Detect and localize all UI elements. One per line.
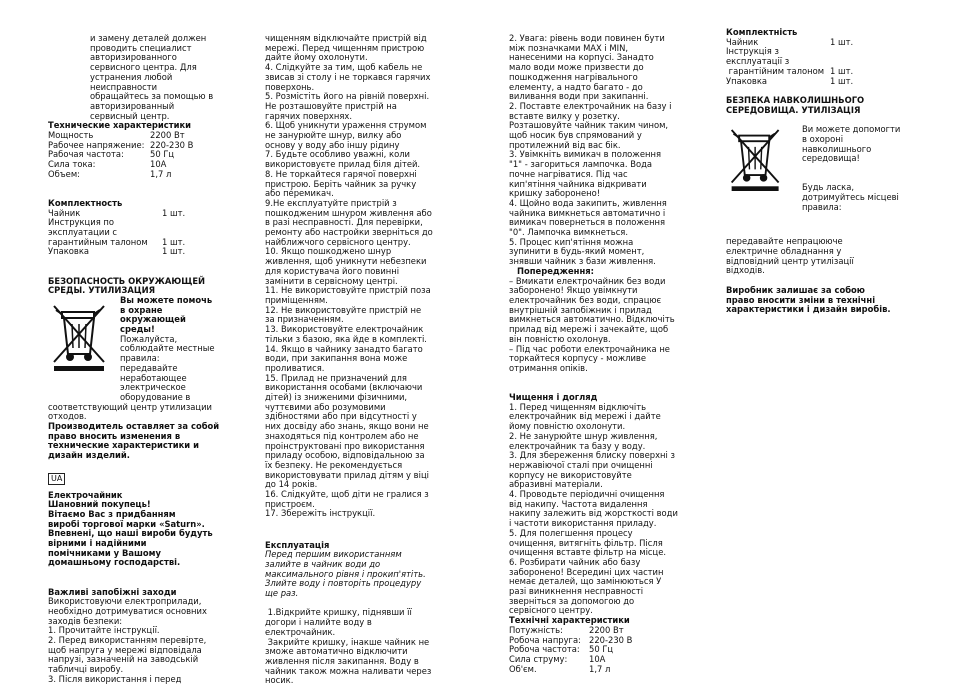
text-line: разі виникнення несправності [509, 586, 644, 597]
text-line: 10. Якщо пошкоджено шнур [265, 246, 392, 257]
text-line: проливатися. [265, 362, 325, 373]
text-line: поверхонь. [265, 81, 315, 92]
spec-row-ua-value: 1,7 л [589, 663, 611, 674]
text-line: 1. Перед чищенням відключіть [509, 401, 647, 412]
language-badge: UA [48, 473, 65, 485]
text-line: відходів. [726, 265, 765, 276]
text-line: кип'ятіння чайника відкривати [509, 178, 647, 189]
text-line: Ви можете допомогти [802, 124, 901, 135]
text-line: домашньому господарстві. [48, 557, 181, 568]
text-line: проводить специалист [90, 42, 192, 53]
text-line: протилежний від вас бік. [509, 139, 621, 150]
text-line: 4. Проводьте періодичні очищення [509, 489, 665, 500]
text-line: догори і налийте воду в [265, 617, 372, 628]
specs-title-ua: Технічні характеристики [509, 615, 630, 626]
text-line: електричне обладнання у [726, 246, 842, 257]
text-line: право вносити зміни в технічні [726, 294, 876, 305]
kit-row-ua-value: 1 шт. [830, 75, 854, 86]
text-line: 5. Розмістіть його на рівній поверхні. [265, 91, 430, 102]
text-line: Використовуючи електроприлади, [48, 596, 202, 607]
spec-row-ua-value: 2200 Вт [589, 624, 624, 635]
spec-row-ua [509, 665, 689, 675]
kit-row-ua-value: 1 шт. [830, 65, 854, 76]
text-line: носик. [265, 675, 294, 686]
text-line: 17. Збережіть інструкції. [265, 508, 376, 519]
text-line: вимкнеться автоматично. Відключіть [509, 314, 675, 325]
text-line: пошкодження нагрівального [509, 71, 638, 82]
text-line: їх безпеку. Не рекомендується [265, 459, 403, 470]
text-line: прилад від мережі і зачекайте, щоб [509, 324, 669, 335]
text-line: замінити в сервісному центрі. [265, 275, 398, 286]
text-line: гарячих поверхнях. [265, 110, 352, 121]
text-line: правила: [120, 353, 160, 364]
text-line: пристроєм. [265, 498, 315, 509]
text-line: авторизированного [90, 52, 177, 63]
text-line: для користувача його повинні [265, 265, 400, 276]
text-line: в охороні [802, 134, 844, 145]
spec-row-label: Мощность [48, 130, 94, 141]
text-line: отримання опіків. [509, 362, 588, 373]
kit-row-label: Чайник [48, 207, 81, 218]
text-line: 16. Слідкуйте, щоб діти не гралися з [265, 489, 429, 500]
text-line: чайника вимкнеться автоматично і [509, 207, 666, 218]
text-line: 2. Увага: рівень води повинен бути [509, 33, 665, 43]
text-line: 2. Не занурюйте шнур живлення, [509, 430, 658, 441]
text-line: сервисного центра. Для [90, 62, 197, 73]
text-line: – Вмикати електрочайник без води [509, 275, 666, 286]
text-line: 3. Увімкніть вимикач в положення [509, 149, 661, 160]
text-line: нанесеними на корпусі. Занадто [509, 52, 654, 63]
text-line: щоб носик був спрямований у [509, 130, 642, 141]
text-line: мало води може призвести до [509, 62, 644, 73]
text-line: живлення, щоб уникнути небезпеки [265, 256, 427, 267]
text-line: необхідно дотримуватися основних [48, 605, 207, 616]
text-line: в охране [120, 304, 163, 315]
text-line: неработающее [120, 372, 187, 383]
kit-title: Комплектность [48, 197, 123, 208]
spec-row [48, 170, 228, 180]
spec-row-value: 2200 Вт [150, 130, 185, 141]
text-line: правила: [802, 201, 842, 212]
column-2 [265, 34, 447, 686]
kit-list [48, 209, 228, 258]
use-title: Експлуатація [265, 539, 330, 550]
ua-title: Електрочайник [48, 489, 123, 500]
spec-row-label: Объем: [48, 168, 80, 179]
spec-row-label: Рабочая частота: [48, 149, 124, 160]
cleaning-title: Чищення і догляд [509, 391, 598, 402]
text-line: Вітаємо Вас з придбанням [48, 508, 176, 519]
text-line: заходів безпеки: [48, 615, 123, 626]
text-line: 3. Для збереження блиску поверхні з [509, 450, 675, 461]
text-line: 9.Не експлуатуйте пристрій з [265, 197, 397, 208]
text-line: чищенням відключайте пристрій від [265, 33, 427, 43]
recycle-bin-icon [48, 302, 114, 374]
text-line: електрочайник без води, спрацює [509, 294, 662, 305]
text-line: електрочайник. [265, 626, 336, 637]
text-line: знявши чайник з бази живлення. [509, 256, 656, 267]
kit-row [48, 218, 228, 237]
kit-row-ua-label: Інструкція з експлуатації з [726, 46, 790, 67]
text-line: Виробник залишає за собою [726, 284, 865, 295]
text-line: Закрийте кришку, інакше чайник не [265, 636, 430, 647]
text-line: 14. Якщо в чайнику занадто багато [265, 343, 423, 354]
spec-row-value: 1,7 л [150, 168, 172, 179]
text-line: за призначенням. [265, 314, 344, 325]
text-line: йому повністю охолонути. [509, 421, 626, 432]
text-line: найближчого сервісного центру. [265, 236, 411, 247]
text-line: електрочайник та базу у воду. [509, 440, 646, 451]
eco-title-ua: БЕЗПЕКА НАВКОЛИШНЬОГО СЕРЕДОВИЩА. УТИЛІЗАЦІЯ [726, 94, 865, 115]
text-line: Злийте воду і повторіть процедуру [265, 578, 422, 589]
spec-row-value: 10А [150, 159, 167, 170]
text-line: в разі несправності. Для перевірки, [265, 217, 423, 228]
text-line: "1" - загориться лампочка. Вода [509, 159, 653, 170]
text-line: Вы можете помочь [120, 295, 213, 305]
text-line: устранения любой [90, 71, 173, 82]
text-line: вимикач повернеться в положення [509, 217, 666, 228]
text-line: торкайтеся корпусу - можливе [509, 353, 646, 364]
text-line: 8. Не торкайтеся гарячої поверхні [265, 168, 417, 179]
text-line: приміщенням. [265, 294, 328, 305]
text-line: зупинити в будь-який момент, [509, 246, 645, 257]
text-line: 13. Використовуйте електрочайник [265, 324, 424, 335]
text-line: очищення вставте фільтр на місце. [509, 547, 667, 558]
kit-row-ua-label: гарантійним талоном [726, 65, 825, 76]
spec-row-value: 50 Гц [150, 149, 175, 160]
spec-row-ua-label: Потужність: [509, 624, 563, 635]
text-line: чуттєвими або розумовими [265, 401, 386, 412]
text-line: зможе автоматично відключити [265, 646, 408, 657]
spec-row-ua-value: 220-230 В [589, 634, 633, 645]
text-line: 4. Щойно вода закипить, живлення [509, 197, 667, 208]
text-line: сервісного центру. [509, 605, 593, 616]
text-line: води, при закипання вона може [265, 353, 408, 364]
text-line: основу у воду або іншу рідину [265, 139, 400, 150]
text-line: здібностями або при відсутності у [265, 411, 417, 422]
text-line: до 14 років. [265, 479, 318, 490]
text-line: немає деталей, що замінюються У [509, 576, 662, 587]
text-line: використовувати прилад дітям у віці [265, 469, 429, 480]
text-line: максимального рівня і прокип'ятіть. [265, 568, 426, 579]
text-line: 5. Для полегшення процесу [509, 527, 633, 538]
text-line: або пéремикач. [265, 188, 334, 199]
warning-title: Попередження: [517, 265, 594, 276]
spec-row-label: Сила тока: [48, 159, 96, 170]
text-line: 6. Щоб уникнути ураження струмом [265, 120, 427, 131]
text-line: зверніться за допомогою до [509, 595, 635, 606]
text-line: 5. Процес кип'ятіння можна [509, 236, 634, 247]
spec-row-value: 220-230 В [150, 139, 194, 150]
text-line: 11. Не використовуйте пристрій поза [265, 285, 431, 296]
kit-title-ua: Комплектність [726, 27, 798, 37]
text-line: абразивні матеріали. [509, 479, 603, 490]
text-line: вірними і надійними [48, 538, 147, 549]
text-line: виливання води при закипанні. [509, 91, 649, 102]
kit-row-ua-value: 1 шт. [830, 36, 854, 47]
safety-title: Важливі запобіжні заходи [48, 586, 177, 597]
text-line: очищення, витягніть фільтр. Після [509, 537, 663, 548]
specs-title: Технические характеристики [48, 120, 192, 131]
text-line: 12. Не використовуйте пристрій не [265, 304, 422, 315]
text-line: накипу залежить від жорсткості води [509, 508, 678, 519]
text-line: Производитель оставляет за собой [48, 421, 220, 432]
text-line: ремонту або настройки зверніться до [265, 227, 433, 238]
text-line: відповідний центр утилізації [726, 255, 854, 266]
text-line: характеристики і дизайн виробів. [726, 304, 891, 315]
kit-row [48, 247, 228, 257]
text-line: використовуєте прилад біля дітей. [265, 159, 421, 170]
spec-row-ua-label: Об'єм. [509, 663, 537, 674]
kit-row-value: 1 шт. [162, 246, 186, 257]
text-line: пристрою. Беріть чайник за ручку [265, 178, 417, 189]
text-line: обращайтесь за помощью в [90, 91, 214, 102]
spec-row-ua-label: Робоча частота: [509, 644, 580, 655]
text-line: 15. Прилад не призначений для [265, 372, 407, 383]
text-line: використання особами (включаючи [265, 382, 423, 393]
text-line: отходов. [48, 411, 87, 422]
kit-row-ua-label: Упаковка [726, 75, 768, 86]
text-line: электрическое [120, 382, 186, 393]
text-line: елементу, а надто багато - до [509, 81, 643, 92]
intro-text [48, 34, 228, 121]
spec-row-label: Рабочее напряжение: [48, 139, 145, 150]
text-line: не занурюйте шнур, вилку або [265, 130, 402, 141]
column-3 [509, 34, 689, 674]
column-1 [48, 34, 228, 685]
text-line: и замену деталей должен [90, 33, 207, 43]
text-line: табличці виробу. [48, 664, 124, 675]
text-line: окружающей [120, 314, 186, 325]
spec-row-ua-label: Сила струму: [509, 653, 568, 664]
spec-row-ua-value: 10А [589, 653, 606, 664]
text-line: звисав зі столу і не торкався гарячих [265, 71, 431, 82]
text-line: сервисный центр. [90, 110, 170, 121]
text-line: 6. Розбирати чайник або базу [509, 556, 641, 567]
text-line: передавайте [120, 362, 178, 373]
kit-row-value: 1 шт. [162, 236, 186, 247]
text-line: середовища! [802, 153, 860, 164]
text-line: корпусу не використовуйте [509, 469, 632, 480]
text-line: соответствующий центр утилизации [48, 401, 212, 412]
column-4 [726, 28, 906, 315]
text-line: 1. Прочитайте інструкції. [48, 625, 160, 636]
text-line: знаходяться під контролем або не [265, 430, 419, 441]
text-line: Будь ласка, [802, 182, 855, 193]
spec-row-ua-value: 50 Гц [589, 644, 614, 655]
text-line: внутрішній запобіжник і прилад [509, 304, 652, 315]
text-line: заборонено! Якщо увімкнути [509, 285, 638, 296]
text-line: виробі торгової марки «Saturn». [48, 518, 205, 529]
text-line: передавайте непрацююче [726, 236, 843, 247]
text-line: помічниками у Вашому [48, 547, 161, 558]
text-line: Не розташовуйте пристрій на [265, 100, 397, 111]
kit-row-ua [726, 47, 906, 66]
text-line: заборонено! Всередині цих частин [509, 566, 664, 577]
text-line: Шановний покупець! [48, 499, 151, 510]
text-line: технические характеристики и [48, 440, 199, 451]
text-line: Пожалуйста, [120, 333, 178, 344]
text-line: Розташовуйте чайник таким чином, [509, 120, 669, 131]
text-line: і частоти використання приладу. [509, 518, 657, 529]
text-line: почне нагріватися. Під час [509, 168, 628, 179]
text-line: 4. Слідкуйте за тим, щоб кабель не [265, 62, 423, 73]
text-line: дайте йому охолонути. [265, 52, 368, 63]
text-line: від накипу. Частота видалення [509, 498, 648, 509]
text-line: авторизированный [90, 100, 175, 111]
text-line: – Під час роботи електрочайника не [509, 343, 670, 354]
text-line: кришку заборонено! [509, 188, 601, 199]
recycle-bin-icon-ua [726, 125, 788, 195]
text-line: нержавіючої сталі при очищенні [509, 459, 653, 470]
kit-row-label: гарантийным талоном [48, 236, 148, 247]
text-line: дизайн изделий. [48, 450, 130, 461]
text-line: щоб напруга у мережі відповідала [48, 644, 202, 655]
kit-row-label: Инструкция по эксплуатации с [48, 217, 118, 238]
spec-row-ua-label: Робоча напруга: [509, 634, 581, 645]
text-line: тільки з базою, яка йде в комплекті. [265, 333, 427, 344]
text-line: живлення після закипання. Воду в [265, 655, 419, 666]
text-line: чайник також можна наливати через [265, 665, 432, 676]
kit-row-ua-label: Чайник [726, 36, 759, 47]
text-line: пошкодженим шнуром живлення або [265, 207, 432, 218]
text-line: електрочайник від мережі і дайте [509, 411, 661, 422]
text-line: право вносить изменения в [48, 430, 181, 441]
text-line: між позначками MAX і MIN, [509, 42, 629, 53]
text-line: 3. Після використання і перед [48, 673, 182, 684]
kit-row-ua [726, 77, 906, 87]
text-line: соблюдайте местные [120, 343, 215, 354]
text-line: Впевнені, що наші вироби будуть [48, 528, 213, 539]
text-line: мережі. Перед чищенням пристрою [265, 42, 425, 53]
text-line: неисправности [90, 81, 158, 92]
text-line: них досвіду або знань, якщо вони не [265, 421, 429, 432]
text-line: напрузі, зазначеній на заводській [48, 654, 199, 665]
text-line: Перед першим використанням [265, 549, 402, 560]
specs-list [48, 131, 228, 180]
text-line: дотримуйтесь місцеві [802, 192, 899, 203]
text-line: приладу особою, відповідальною за [265, 450, 425, 461]
text-line: "0". Лампочка вимкнеться. [509, 227, 629, 238]
kit-row-label: Упаковка [48, 246, 90, 257]
text-line: 2. Поставте електрочайник на базу і [509, 100, 672, 111]
text-line: 1.Відкрийте кришку, піднявши її [265, 607, 412, 618]
text-line: оборудование в [120, 391, 191, 402]
kit-row-value: 1 шт. [162, 207, 186, 218]
text-line: ще раз. [265, 588, 299, 599]
text-line: вставте вилку у розетку. [509, 110, 620, 121]
text-line: він повністю охолонув. [509, 333, 611, 344]
text-line: проінструктовані про використання [265, 440, 425, 451]
text-line: 7. Будьте особливо уважні, коли [265, 149, 410, 160]
text-line: дітей) із зниженими фізичними, [265, 392, 408, 403]
text-line: навколишнього [802, 143, 872, 154]
text-line: среды! [120, 324, 155, 335]
text-line: залийте в чайник води до [265, 558, 381, 569]
eco-title: БЕЗОПАСНОСТЬ ОКРУЖАЮЩЕЙ СРЕДЫ. УТИЛИЗАЦИЯ [48, 275, 206, 296]
text-line: 2. Перед використанням перевірте, [48, 635, 207, 646]
